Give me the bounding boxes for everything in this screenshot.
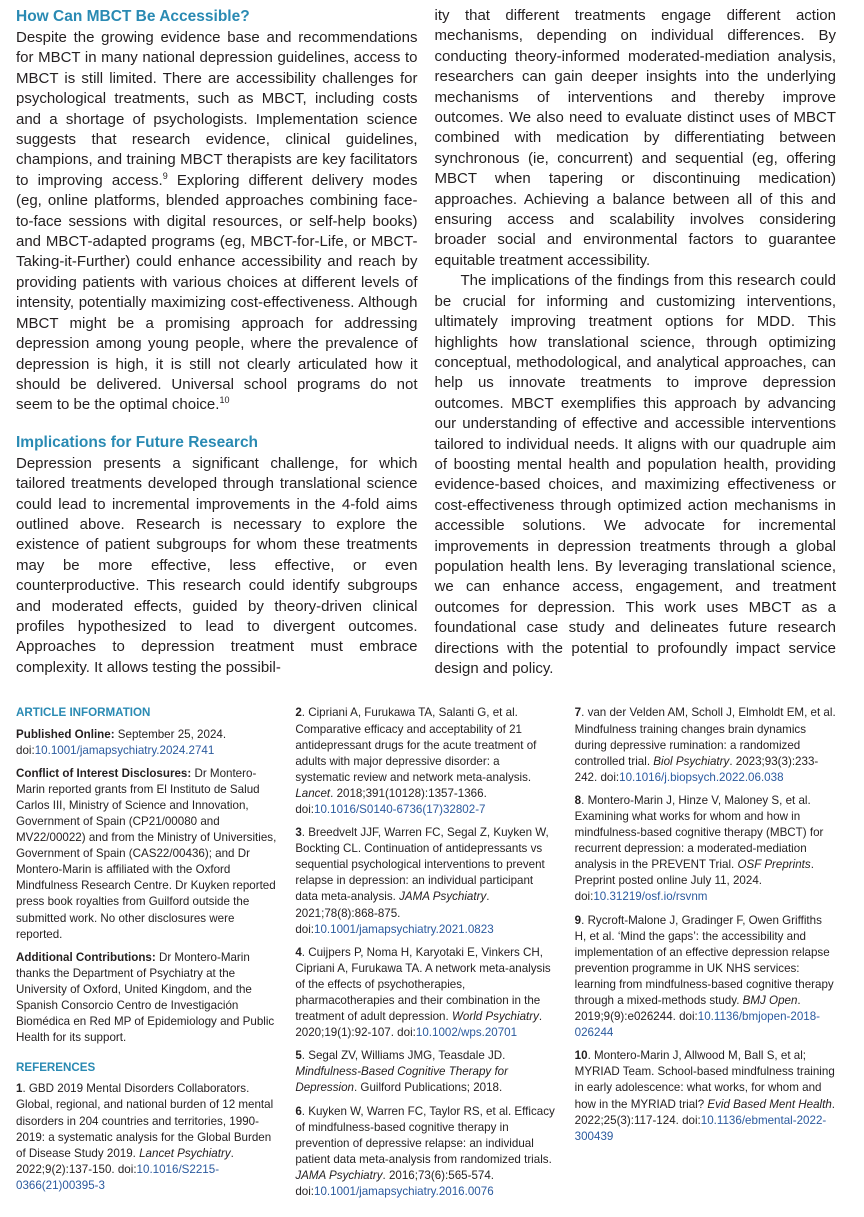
reference-text: van der Velden AM, Scholl J, Elmholdt EM, et al. Mindfulness training changes brain dynamics during depressive rumination: a randomized controlled trial. bbox=[574, 706, 836, 768]
reference-text: Segal ZV, Williams JMG, Teasdale JD. bbox=[308, 1049, 506, 1063]
text: Exploring different delivery modes (eg, online platforms, blended approaches combining face-to-face sessions with digital resources, or self-help books) and MBCT-adapted programs (eg, MBCT-for-Life, or MBCT-Taking-it-Further) could enhance accessibility and reach by providing patients with various choices at different levels of intensity, potentially maximizing cost-effectiveness. Although MBCT might be a promising approach for addressing depression among young people, where the prevalence of depression is high, it is still not clearly articulated how it should be delivered. Universal school programs do not seem to be the optimal choice. bbox=[16, 171, 418, 414]
reference-journal: Lancet bbox=[295, 786, 331, 800]
references-list-1 bbox=[16, 1081, 277, 1194]
reference-text: Kuyken W, Warren FC, Taylor RS, et al. Efficacy of mindfulness-based cognitive therapy in prevention of depressive relapse: an individual patient data meta-analysis from randomized trials. bbox=[295, 1104, 555, 1166]
reference-journal: Lancet Psychiatry bbox=[139, 1146, 231, 1160]
references-list-2 bbox=[295, 705, 556, 1200]
reference-journal: Mindfulness-Based Cognitive Therapy for Depression bbox=[295, 1065, 508, 1095]
reference-doi-link[interactable]: 10.31219/osf.io/rsvnm bbox=[593, 890, 708, 904]
paragraph-future-research: Depression presents a significant challenge, for which tailored treatments developed through translational science could lead to incremental improvements in the 4-fold aims outlined above. Research is necessary to explore the existence of patient subgroups for whom these treatments may be more effective, less effective, or even counterproductive. This research could identify subgroups and moderated effects, guided by theory-driven clinical profiles hypothesized to lead to divergent outcomes. Approaches to depression treatment must embrace complexity. It allows testing the possibil- bbox=[16, 454, 418, 676]
reference-citation: . 2020;19(1):92-107. doi: bbox=[295, 1010, 543, 1040]
reference-item: 5. Segal ZV, Williams JMG, Teasdale JD. Mindfulness-Based Cognitive Therapy for Depression. Guilford Publications; 2018. bbox=[295, 1049, 508, 1095]
reference-number: 10 bbox=[574, 1049, 588, 1063]
paragraph-continued: ity that different treatments engage different action mechanisms, depending on individual differences. By conducting theory-informed moderated-mediation analysis, researchers can gain deeper insights into the underlying mechanisms of interventions and thereby improve outcomes. We also need to evaluate distinct uses of MBCT combined with medication by differentiating between synchronous (ie, concurrent) and sequential (eg, offering MBCT when tapering or discontinuing medication) approaches. Achieving a balance between all of this and ensuring access and scalability involves considering broader social and environmental factors to guarantee equitable treatment accessibility. bbox=[434, 7, 836, 269]
reference-journal: JAMA Psychiatry bbox=[399, 890, 487, 904]
text: Despite the growing evidence base and recommendations for MBCT in many national depression guidelines, access to MBCT is still limited. There are accessibility challenges for psychological treatments, such as MBCT, including costs and a shortage of psychologists. Implementation science suggests that research evidence, clinical guidelines, champions, and training MBCT therapists are key facilitators to improving access. bbox=[16, 29, 418, 189]
section-heading-future-research: Implications for Future Research bbox=[16, 433, 259, 451]
reference-journal: Evid Based Ment Health bbox=[707, 1097, 832, 1111]
published-online bbox=[16, 727, 277, 759]
reference-item: 8. Montero-Marin J, Hinze V, Maloney S, et al. Examining what works for whom and how in mindfulness-based cognitive therapy (MBCT) for recurrent depression: a moderated-mediation analysis in the PREVENT Trial. OSF Preprints. Preprint posted online July 11, 2024. doi:10.31219/osf.io/rsvnm bbox=[574, 793, 824, 904]
article-body bbox=[16, 6, 836, 679]
article-info-heading: ARTICLE INFORMATION bbox=[16, 706, 151, 720]
reference-citation: . 2021;78(8):868-875. doi: bbox=[295, 890, 490, 936]
reference-doi-link[interactable]: 10.1016/S0140-6736(17)32802-7 bbox=[314, 802, 486, 816]
reference-citation: . 2022;9(2):137-150. doi: bbox=[16, 1146, 234, 1176]
reference-item: 7. van der Velden AM, Scholl J, Elmholdt EM, et al. Mindfulness training changes brain dynamics during depressive rumination: a randomized controlled trial. Biol Psychiatry. 2023;93(3):233-242. doi:10.1016/j.biopsych.2022.06.038 bbox=[574, 706, 836, 784]
reference-text: Rycroft-Malone J, Gradinger F, Owen Griffiths H, et al. ‘Mind the gaps’: the accessibility and implementation of an effective depression relapse prevention programme in UK NHS services: learning from mindfulness-based cognitive therapy through a mixed-methods study. bbox=[574, 913, 834, 1007]
reference-doi-link[interactable]: 10.1001/jamapsychiatry.2016.0076 bbox=[314, 1185, 494, 1199]
reference-number: 1 bbox=[16, 1082, 23, 1096]
doi-prefix: doi: bbox=[16, 743, 35, 757]
reference-citation: . 2022;25(3):117-124. doi: bbox=[574, 1097, 836, 1127]
reference-doi-link[interactable]: 10.1136/ebmental-2022-300439 bbox=[574, 1113, 827, 1143]
reference-item: 1. GBD 2019 Mental Disorders Collaborators. Global, regional, and national burden of 12 mental disorders in 204 countries and territories, 1990-2019: a systematic analysis for the Global Burden of Disease Study 2019. Lancet Psychiatry. 2022;9(2):137-150. doi:10.1016/S2215-0366(21)00395-3 bbox=[16, 1082, 274, 1192]
label: Conflict of Interest Disclosures: bbox=[16, 766, 192, 780]
reference-doi-link[interactable]: 10.1002/wps.20701 bbox=[415, 1026, 518, 1040]
paragraph-accessibility bbox=[16, 28, 418, 416]
label: Additional Contributions: bbox=[16, 950, 156, 964]
reference-item: 3. Breedvelt JJF, Warren FC, Segal Z, Kuyken W, Bockting CL. Continuation of antidepressants vs sequential psychological interventions to prevent relapse in depression: an individual participant data meta-analysis. JAMA Psychiatry. 2021;78(8):868-875. doi:10.1001/jamapsychiatry.2021.0823 bbox=[295, 826, 549, 936]
reference-citation: . 2019;9(9):e026244. doi: bbox=[574, 994, 801, 1024]
references-column-2 bbox=[295, 705, 556, 1207]
right-column bbox=[435, 6, 837, 679]
article-footer bbox=[16, 705, 836, 1207]
value: Dr Montero-Marin reported grants from El Instituto de Salud Carlos III, Ministry of Science and Innovation, Government of Spain (CP21/00080 and MV22/00022) and from the Ministry of Universities, Government of Spain (CAS22/00436); and Dr Montero-Marin is affiliated with the Oxford Mindfulness Research Centre. Dr Kuyken reported press book royalties from Guilford outside the submitted work. No other disclosures were reported. bbox=[16, 766, 277, 941]
reference-number: 9 bbox=[574, 913, 582, 927]
label: Published Online: bbox=[16, 727, 115, 741]
references-list-3 bbox=[575, 705, 836, 1144]
value: Dr Montero-Marin thanks the Department of Psychiatry at the University of Oxford, United Kingdom, and the Spanish Consorcio Centro de Investigación Biomédica en Red MP of Epidemiology and Public Health for its support. bbox=[16, 950, 275, 1045]
reference-item: 6. Kuyken W, Warren FC, Taylor RS, et al. Efficacy of mindfulness-based cognitive therapy in prevention of depressive relapse: an individual patient data meta-analysis from randomized trials. JAMA Psychiatry. 2016;73(6):565-574. doi:10.1001/jamapsychiatry.2016.0076 bbox=[295, 1104, 555, 1199]
reference-citation: . 2023;93(3):233-242. doi: bbox=[574, 754, 819, 784]
reference-number: 7 bbox=[574, 706, 582, 720]
reference-number: 8 bbox=[574, 793, 582, 807]
article-doi-link[interactable]: 10.1001/jamapsychiatry.2024.2741 bbox=[34, 743, 215, 757]
reference-journal: OSF Preprints bbox=[737, 858, 811, 872]
reference-number: 6 bbox=[295, 1104, 302, 1118]
reference-citation: . Preprint posted online July 11, 2024. doi: bbox=[574, 858, 814, 904]
section-heading-accessibility: How Can MBCT Be Accessible? bbox=[16, 8, 250, 25]
reference-text: Cuijpers P, Noma H, Karyotaki E, Vinkers CH, Cipriani A, Furukawa TA. A network meta-analysis of the effects of psychotherapies, pharmacotherapies and their combination in the treatment of adult depression. bbox=[295, 945, 551, 1024]
reference-item: 4. Cuijpers P, Noma H, Karyotaki E, Vinkers CH, Cipriani A, Furukawa TA. A network meta-analysis of the effects of psychotherapies, pharmacotherapies and their combination in the treatment of adult depression. World Psychiatry. 2020;19(1):92-107. doi:10.1002/wps.20701 bbox=[295, 945, 551, 1040]
conflict-of-interest bbox=[16, 766, 277, 943]
reference-number: 4 bbox=[295, 945, 302, 959]
reference-text: Montero-Marin J, Hinze V, Maloney S, et al. Examining what works for whom and how in mindfulness-based cognitive therapy (MBCT) for recurrent depression: a moderated-mediation analysis in the PREVENT Trial. bbox=[574, 793, 824, 872]
reference-text: GBD 2019 Mental Disorders Collaborators. Global, regional, and national burden of 12 mental disorders in 204 countries and territories, 1990-2019: a systematic analysis for the Global Burden of Disease Study 2019. bbox=[16, 1082, 274, 1160]
reference-journal: World Psychiatry bbox=[451, 1010, 539, 1024]
reference-item: 2. Cipriani A, Furukawa TA, Salanti G, et al. Comparative efficacy and acceptability of 21 antidepressant drugs for the acute treatment of adults with major depressive disorder: a systematic review and network meta-analysis. Lancet. 2018;391(10128):1357-1366. doi:10.1016/S0140-6736(17)32802-7 bbox=[295, 706, 537, 816]
reference-doi-link[interactable]: 10.1001/jamapsychiatry.2021.0823 bbox=[314, 922, 494, 936]
reference-doi-link[interactable]: 10.1016/j.biopsych.2022.06.038 bbox=[619, 770, 784, 784]
reference-number: 3 bbox=[295, 826, 302, 840]
reference-text: Cipriani A, Furukawa TA, Salanti G, et al. Comparative efficacy and acceptability of 21 antidepressant drugs for the acute treatment of adults with major depressive disorder: a systematic review and network meta-analysis. bbox=[295, 706, 537, 784]
citation-9[interactable]: 9 bbox=[162, 170, 168, 181]
references-column-3 bbox=[575, 705, 836, 1151]
paragraph-implications: The implications of the findings from this research could be crucial for informing and customizing interventions, ultimately improving treatment options for MDD. This highlights how translational science, through optimizing conceptual, methodological, and analytical approaches, can help us innovate treatments to improve depression outcomes. MBCT exemplifies this approach by advancing our understanding of effective and accessible interventions tailored to individual needs. It aligns with our quadruple aim of boosting mental health and population health, providing evidence-based choices, and maximizing effectiveness or cost-effectiveness through optimized action mechanisms in accessible solutions. We advocate for incremental improvements in depression treatments through a global population health lens. By leveraging translational science, we can enhance access, engagement, and treatment outcomes for depression. This work uses MBCT as a foundational case study and delineates future research directions with the potential to profoundly impact service design and policy. bbox=[434, 272, 836, 677]
reference-text: Montero-Marin J, Allwood M, Ball S, et al; MYRIAD Team. School-based mindfulness training in early adolescence: what works, for whom and how in the MYRIAD trial? bbox=[574, 1049, 835, 1111]
reference-journal: Biol Psychiatry bbox=[653, 754, 730, 768]
article-information bbox=[16, 705, 277, 1201]
reference-citation: . Guilford Publications; 2018. bbox=[353, 1081, 503, 1095]
references-heading: REFERENCES bbox=[16, 1061, 96, 1075]
reference-item: 10. Montero-Marin J, Allwood M, Ball S, et al; MYRIAD Team. School-based mindfulness training in early adolescence: what works, for whom and how in the MYRIAD trial? Evid Based Ment Health. 2022;25(3):117-124. doi:10.1136/ebmental-2022-300439 bbox=[574, 1049, 836, 1143]
left-column bbox=[16, 6, 418, 678]
value: September 25, 2024. bbox=[114, 727, 227, 741]
reference-number: 5 bbox=[295, 1049, 302, 1063]
reference-citation: . 2016;73(6):565-574. doi: bbox=[295, 1168, 495, 1199]
reference-citation: . 2018;391(10128):1357-1366. doi: bbox=[295, 786, 487, 816]
reference-doi-link[interactable]: 10.1016/S2215-0366(21)00395-3 bbox=[16, 1162, 220, 1192]
reference-item: 9. Rycroft-Malone J, Gradinger F, Owen Griffiths H, et al. ‘Mind the gaps’: the accessibility and implementation of an effective depression relapse prevention programme in UK NHS services: learning from mindfulness-based cognitive therapy through a mixed-methods study. BMJ Open. 2019;9(9):e026244. doi:10.1136/bmjopen-2018-026244 bbox=[574, 913, 834, 1040]
citation-10[interactable]: 10 bbox=[219, 395, 230, 406]
reference-journal: JAMA Psychiatry bbox=[295, 1168, 383, 1182]
reference-number: 2 bbox=[295, 706, 302, 720]
reference-text: Breedvelt JJF, Warren FC, Segal Z, Kuyken W, Bockting CL. Continuation of antidepressants vs sequential psychological interventions to prevent relapse in depression: an individual participant data meta-analysis. bbox=[295, 826, 549, 904]
reference-journal: BMJ Open bbox=[742, 994, 798, 1007]
reference-doi-link[interactable]: 10.1136/bmjopen-2018-026244 bbox=[574, 1010, 821, 1040]
additional-contributions bbox=[16, 950, 277, 1047]
